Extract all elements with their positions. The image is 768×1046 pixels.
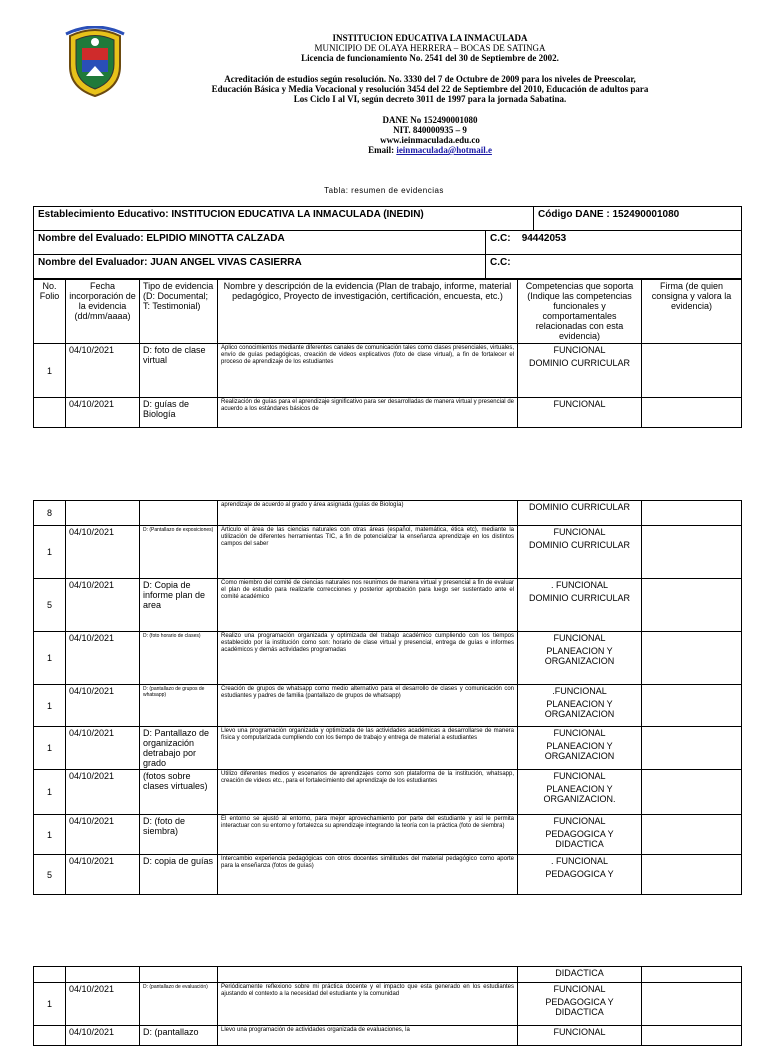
- competencies-cell: [518, 967, 642, 983]
- signature-cell: [642, 1026, 742, 1046]
- col-header-nombre: Nombre y descripción de la evidencia (Plan de trabajo, informe, material pedagógico, Proyecto de investigación, certificación, encuesta, etc.): [218, 280, 518, 344]
- competencies-cell: [518, 815, 642, 855]
- folio-cell: 1: [34, 632, 66, 685]
- competencies-cell: [518, 344, 642, 398]
- evidence-description-cell: Utilizo diferentes medios y escenarios de aprendizajes como son plataforma de la institución, whatsapp, creación de videos etc., para el fortalecimiento del aprendizaje de los estudiantes: [218, 770, 518, 815]
- signature-cell: [642, 855, 742, 895]
- date-cell: 04/10/2021: [66, 1026, 140, 1046]
- evidence-type-cell: D: (Pantallazo de exposiciones): [140, 526, 218, 579]
- signature-cell: [642, 770, 742, 815]
- competency-label: PLANEACION Y ORGANIZACION: [544, 646, 615, 666]
- date-cell: [66, 501, 140, 526]
- competencies-cell: [518, 685, 642, 727]
- evidence-type-cell: D: foto de clase virtual: [140, 344, 218, 398]
- competencies-cell: [518, 855, 642, 895]
- competency-label: PLANEACION Y ORGANIZACION: [544, 741, 615, 761]
- signature-cell: [642, 501, 742, 526]
- folio-cell: 1: [34, 815, 66, 855]
- page-2-rows: [34, 501, 742, 895]
- establishment-cell: Establecimiento Educativo: INSTITUCION EDUCATIVA LA INMACULADA (INEDIN): [34, 207, 534, 231]
- competency-label: DOMINIO CURRICULAR: [528, 593, 630, 603]
- evidence-type-cell: D: copia de guías: [140, 855, 218, 895]
- competency-label: PEDAGOGICA Y: [545, 869, 614, 879]
- accreditation-line-2: Educación Básica y Media Vocacional y resolución 3454 del 22 de Septiembre del 2010, Educación de adultos para: [211, 84, 649, 94]
- signature-cell: [642, 632, 742, 685]
- evidence-type-cell: D: guías de Biología: [140, 398, 218, 428]
- evidence-description-cell: Llevo una programación de actividades organizada de evaluaciones, la: [218, 1026, 518, 1046]
- evaluator-name-cell: Nombre del Evaluador: JUAN ANGEL VIVAS CASIERRA: [34, 255, 486, 279]
- competency-label: . FUNCIONAL: [550, 856, 608, 866]
- folio-cell: [34, 1026, 66, 1046]
- folio-cell: 1: [34, 983, 66, 1026]
- competencies-cell: [518, 983, 642, 1026]
- page-1: [0, 0, 768, 430]
- page-2: [0, 500, 768, 910]
- cc-label: C.C:: [490, 233, 511, 244]
- evidence-description-cell: Aplico conocimientos mediante diferentes canales de comunicación tales como clases presenciales, virtuales, envío de guías pedagógicas, creación de videos explicativos (foto de clase virtual), a fin de fortalecer el proceso de aprendizaje de los estudiantes: [218, 344, 518, 398]
- date-cell: 04/10/2021: [66, 685, 140, 727]
- evidence-description-cell: Intercambio experiencia pedagógicas con otros docentes similitudes del material pedagógico como aporte para la enseñanza (fotos de guías): [218, 855, 518, 895]
- nit-line: NIT. 840000935 – 9: [393, 125, 467, 135]
- competency-label: FUNCIONAL: [553, 633, 606, 643]
- date-cell: 04/10/2021: [66, 344, 140, 398]
- table-row: [34, 632, 742, 685]
- cc-value: 94442053: [521, 233, 567, 244]
- table-row: [34, 727, 742, 770]
- competencies-cell: [518, 1026, 642, 1046]
- competency-label: PEDAGOGICA Y DIDACTICA: [545, 829, 614, 849]
- folio-cell: 1: [34, 526, 66, 579]
- evidence-type-cell: D: (pantallazo de grupos de whatsapp): [140, 685, 218, 727]
- col-header-folio: No. Folio: [34, 280, 66, 344]
- competency-label: PLANEACION Y ORGANIZACION: [544, 699, 615, 719]
- folio-cell: 5: [34, 579, 66, 632]
- evidence-description-cell: Articulo el área de las ciencias naturales con otras áreas (español, matemática, ética etc), mediante la utilización de diferentes herramientas TIC, a fin de potencializar la enseñanza aprendizaje en los distintos campos del saber: [218, 526, 518, 579]
- email-label: Email:: [368, 145, 395, 155]
- evidence-type-cell: [140, 501, 218, 526]
- table-row: [34, 1026, 742, 1046]
- evidence-type-cell: D: (pantallazo: [140, 1026, 218, 1046]
- competency-label: FUNCIONAL: [553, 984, 606, 994]
- signature-cell: [642, 727, 742, 770]
- col-header-competencias: Competencias que soporta (Indique las competencias funcionales y comportamentales relacionadas con esta evidencia): [518, 280, 642, 344]
- competencies-cell: [518, 727, 642, 770]
- evidence-table-page-2: [33, 500, 742, 895]
- evidence-type-cell: (fotos sobre clases virtuales): [140, 770, 218, 815]
- competency-label: .FUNCIONAL: [552, 686, 607, 696]
- competency-label: FUNCIONAL: [553, 771, 606, 781]
- folio-cell: [34, 398, 66, 428]
- col-header-fecha: Fecha incorporación de la evidencia (dd/mm/aaaa): [66, 280, 140, 344]
- table-header-row: [34, 280, 742, 344]
- competencies-cell: [518, 579, 642, 632]
- date-cell: 04/10/2021: [66, 815, 140, 855]
- table-row: [34, 815, 742, 855]
- evaluated-name-cell: Nombre del Evaluado: ELPIDIO MINOTTA CALZADA: [34, 231, 486, 255]
- evidence-type-cell: D: (pantallazo de evaluación): [140, 983, 218, 1026]
- competency-label: PEDAGOGICA Y DIDACTICA: [545, 997, 614, 1017]
- evidence-description-cell: El entorno se ajustó al entorno, para mejor aprovechamiento por parte del estudiante y así le permita interactuar con su entorno y fortalezca su aprendizaje integrando la teoría con la práctica (foto de siembra): [218, 815, 518, 855]
- col-header-firma: Firma (de quien consigna y valora la evidencia): [642, 280, 742, 344]
- table-row: [34, 579, 742, 632]
- evidence-table-page-3: [33, 966, 742, 1046]
- table-row: [34, 685, 742, 727]
- signature-cell: [642, 344, 742, 398]
- evidence-table-page-1: [33, 279, 742, 428]
- evidence-type-cell: D: (foto de siembra): [140, 815, 218, 855]
- table-row: [34, 398, 742, 428]
- signature-cell: [642, 983, 742, 1026]
- competency-label: DOMINIO CURRICULAR: [528, 358, 630, 368]
- evidence-description-cell: Llevo una programación organizada y optimizada de las actividades académicas a desarrollarse de manera física y computarizada cumpliendo con los tiempo de trabajo y entrega de material a estudiantes: [218, 727, 518, 770]
- folio-cell: [34, 967, 66, 983]
- date-cell: 04/10/2021: [66, 855, 140, 895]
- email-line: [180, 145, 680, 155]
- evidence-description-cell: [218, 967, 518, 983]
- folio-cell: 1: [34, 727, 66, 770]
- competency-label: DOMINIO CURRICULAR: [528, 540, 630, 550]
- accreditation-line-3: Los Ciclo I al VI, según decreto 3011 de 1997 para la jornada Sabatina.: [293, 94, 567, 104]
- evaluated-cc-cell: [486, 231, 742, 255]
- table-row: [34, 770, 742, 815]
- municipality-line: MUNICIPIO DE OLAYA HERRERA – BOCAS DE SATINGA: [314, 43, 546, 53]
- table-title: Tabla: resumen de evidencias: [324, 186, 444, 195]
- competency-label: FUNCIONAL: [553, 728, 606, 738]
- col-header-tipo: Tipo de evidencia (D: Documental; T: Testimonial): [140, 280, 218, 344]
- page-1-rows: [34, 344, 742, 428]
- competency-label: DOMINIO CURRICULAR: [528, 502, 630, 512]
- competency-label: FUNCIONAL: [553, 345, 606, 355]
- date-cell: 04/10/2021: [66, 579, 140, 632]
- website-line: www.ieinmaculada.edu.co: [380, 135, 480, 145]
- competencies-cell: [518, 632, 642, 685]
- dane-line: DANE No 152490001080: [382, 115, 478, 125]
- date-cell: 04/10/2021: [66, 727, 140, 770]
- table-row: [34, 501, 742, 526]
- evaluation-info-table: [33, 206, 742, 279]
- folio-cell: 1: [34, 344, 66, 398]
- competency-label: FUNCIONAL: [553, 816, 606, 826]
- table-row: [34, 344, 742, 398]
- page-3-rows: [34, 967, 742, 1046]
- folio-cell: 8: [34, 501, 66, 526]
- evidence-description-cell: Creación de grupos de whatsapp como medio alternativo para el desarrollo de clases y comunicación con estudiantes y padres de familia (pantallazo de grupos de whatsapp): [218, 685, 518, 727]
- license-line: Licencia de funcionamiento No. 2541 del 30 de Septiembre de 2002.: [301, 53, 559, 63]
- competencies-cell: [518, 398, 642, 428]
- folio-cell: 5: [34, 855, 66, 895]
- signature-cell: [642, 685, 742, 727]
- table-row: [34, 967, 742, 983]
- competency-label: FUNCIONAL: [553, 399, 606, 409]
- date-cell: 04/10/2021: [66, 770, 140, 815]
- signature-cell: [642, 398, 742, 428]
- signature-cell: [642, 967, 742, 983]
- competencies-cell: [518, 526, 642, 579]
- page-3: [0, 966, 768, 1037]
- competencies-cell: [518, 770, 642, 815]
- folio-cell: 1: [34, 770, 66, 815]
- date-cell: 04/10/2021: [66, 983, 140, 1026]
- date-cell: [66, 967, 140, 983]
- evidence-description-cell: Realizo una programación organizada y optimizada del trabajo académico cumpliendo con los tiempos establecido por la institución como son: horario de clase virtual y presencial, entrega de guías e informes académicos y demás actividades programadas: [218, 632, 518, 685]
- institution-crest-logo: [62, 26, 128, 98]
- evidence-description-cell: aprendizaje de acuerdo al grado y área asignada (guías de Biología): [218, 501, 518, 526]
- evidence-type-cell: D: (foto horario de clases): [140, 632, 218, 685]
- competency-label: FUNCIONAL: [553, 1027, 606, 1037]
- institution-header: [180, 33, 680, 155]
- signature-cell: [642, 815, 742, 855]
- evidence-description-cell: Como miembro del comité de ciencias naturales nos reunimos de manera virtual y presencial a fin de evaluar el plan de estudio para realizarle correcciones y posterior aprobación para luego ser sustentado ante el comité académico: [218, 579, 518, 632]
- signature-cell: [642, 579, 742, 632]
- dane-code-cell: Código DANE : 152490001080: [534, 207, 742, 231]
- evidence-type-cell: D: Copia de informe plan de area: [140, 579, 218, 632]
- date-cell: 04/10/2021: [66, 632, 140, 685]
- accreditation-line-1: Acreditación de estudios según resolución. No. 3330 del 7 de Octubre de 2009 para los niveles de Preescolar,: [224, 74, 636, 84]
- institution-name: INSTITUCION EDUCATIVA LA INMACULADA: [332, 33, 528, 43]
- evidence-type-cell: D: Pantallazo de organización detrabajo por grado: [140, 727, 218, 770]
- evidence-type-cell: [140, 967, 218, 983]
- date-cell: 04/10/2021: [66, 398, 140, 428]
- email-link[interactable]: ieinmaculada@hotmail.e: [396, 145, 492, 155]
- table-row: [34, 526, 742, 579]
- date-cell: 04/10/2021: [66, 526, 140, 579]
- folio-cell: 1: [34, 685, 66, 727]
- competencies-cell: [518, 501, 642, 526]
- table-row: [34, 983, 742, 1026]
- signature-cell: [642, 526, 742, 579]
- evidence-description-cell: Periódicamente reflexiono sobre mi práctica docente y el impacto que esta generado en los estudiantes ajustando el contexto a la necesidad del estudiante y la comunidad: [218, 983, 518, 1026]
- evaluator-cc-cell: C.C:: [486, 255, 742, 279]
- competency-label: DIDACTICA: [555, 968, 604, 978]
- competency-label: . FUNCIONAL: [550, 580, 608, 590]
- competency-label: PLANEACION Y ORGANIZACION.: [543, 784, 616, 804]
- evidence-description-cell: Realización de guías para el aprendizaje significativo para ser desarrolladas de manera virtual y presencial de acuerdo a los estándares básicos de: [218, 398, 518, 428]
- competency-label: FUNCIONAL: [553, 527, 606, 537]
- table-row: [34, 855, 742, 895]
